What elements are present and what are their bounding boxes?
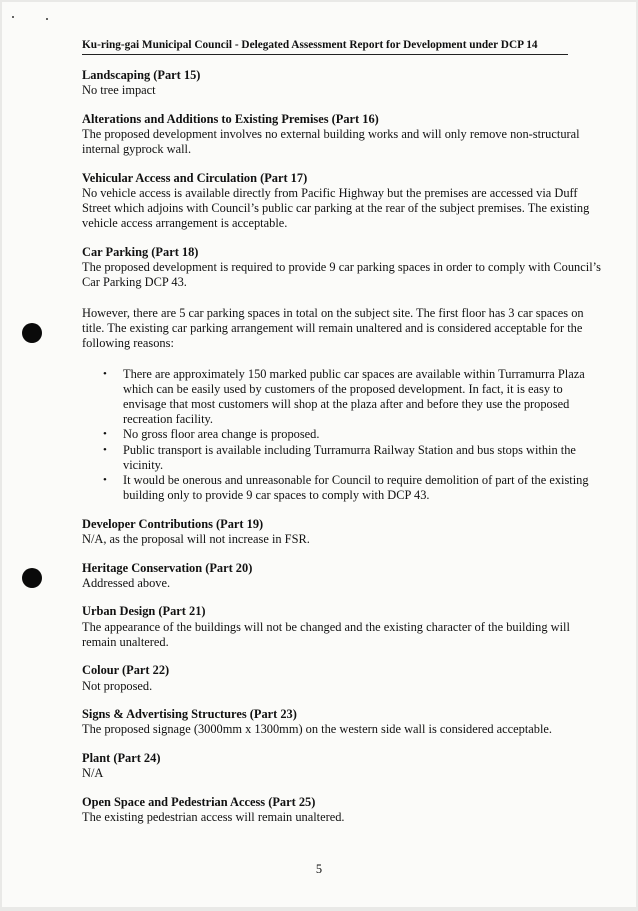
section-vehicular-access [82, 171, 602, 232]
section-text: No tree impact [82, 83, 156, 98]
section-text: The existing pedestrian access will remain unaltered. [82, 810, 345, 824]
section-text: The appearance of the buildings will not be changed and the existing character of the building will remain unaltered. [82, 619, 570, 649]
punch-hole-top [22, 323, 42, 343]
page-number: 5 [315, 862, 323, 876]
section-heritage-conservation [82, 561, 602, 591]
section-signs-advertising [82, 707, 602, 737]
section-text: Not proposed. [82, 678, 153, 693]
section-urban-design [82, 604, 602, 650]
reasons-list [82, 367, 602, 504]
section-text: No vehicle access is available directly from Pacific Highway but the premises are accessed via Duff Street which adjoins with Council’s public car parking at the rear of the subject premises. The existing vehicle access arrangement is acceptable. [82, 186, 590, 231]
section-text: The proposed development is required to provide 9 car parking spaces in order to comply with Council’s Car Parking DCP 43. [82, 260, 601, 290]
section-landscaping [82, 68, 602, 98]
list-item [103, 442, 602, 473]
section-plant [82, 751, 602, 781]
section-text: The proposed development involves no external building works and will only remove non-structural internal gyprock wall. [82, 127, 580, 157]
section-heading: Landscaping (Part 15) [82, 68, 201, 82]
bullet-icon: • [103, 443, 107, 456]
section-heading: Plant (Part 24) [82, 751, 161, 765]
section-heading: Alterations and Additions to Existing Premises (Part 16) [82, 111, 379, 126]
punch-hole-bottom [22, 568, 42, 588]
section-heading: Colour (Part 22) [82, 663, 170, 678]
list-item-text: It would be onerous and unreasonable for Council to require demolition of part of the existing building only to provide 9 car spaces to comply with DCP 43. [123, 473, 589, 503]
section-heading: Vehicular Access and Circulation (Part 17) [82, 170, 308, 185]
section-heading: Heritage Conservation (Part 20) [82, 560, 253, 575]
section-heading: Signs & Advertising Structures (Part 23) [82, 707, 297, 722]
section-text: N/A [82, 766, 104, 781]
list-item [103, 473, 602, 503]
section-text: The proposed signage (3000mm x 1300mm) on the western side wall is considered acceptable. [82, 722, 553, 737]
section-developer-contributions [82, 517, 602, 547]
section-text: Addressed above. [82, 575, 171, 590]
list-item-text: No gross floor area change is proposed. [123, 427, 320, 442]
list-item-text: There are approximately 150 marked public car spaces are available within Turramurra Plaza which can be easily used by customers of the proposed development. In fact, it is easy to envisage that most customers will shop at the plaza after and before they use the proposed recreation facility. [123, 366, 585, 427]
section-alterations [82, 112, 602, 158]
section-text: However, there are 5 car parking spaces in total on the subject site. The first floor has 3 car spaces on title. The existing car parking arrangement will remain unaltered and is considered acceptable for the following reasons: [82, 305, 584, 351]
section-colour [82, 663, 602, 693]
scan-speck [46, 18, 48, 20]
report-body [82, 68, 602, 839]
section-heading: Developer Contributions (Part 19) [82, 516, 264, 531]
section-heading: Car Parking (Part 18) [82, 245, 199, 259]
scan-speck [12, 16, 14, 18]
document-page [2, 2, 636, 907]
bullet-icon: • [103, 367, 107, 380]
section-heading: Open Space and Pedestrian Access (Part 25) [82, 794, 316, 809]
bullet-icon: • [103, 428, 107, 441]
bullet-icon: • [103, 474, 107, 487]
page-header: Ku-ring-gai Municipal Council - Delegated Assessment Report for Development under DCP 14 [82, 38, 568, 55]
section-text: N/A, as the proposal will not increase in FSR. [82, 532, 310, 547]
section-open-space [82, 795, 602, 825]
section-heading: Urban Design (Part 21) [82, 604, 206, 619]
list-item-text: Public transport is available including Turramurra Railway Station and bus stops within the vicinity. [123, 442, 576, 472]
list-item [103, 366, 602, 428]
list-item [103, 427, 602, 442]
section-car-parking [82, 245, 602, 503]
